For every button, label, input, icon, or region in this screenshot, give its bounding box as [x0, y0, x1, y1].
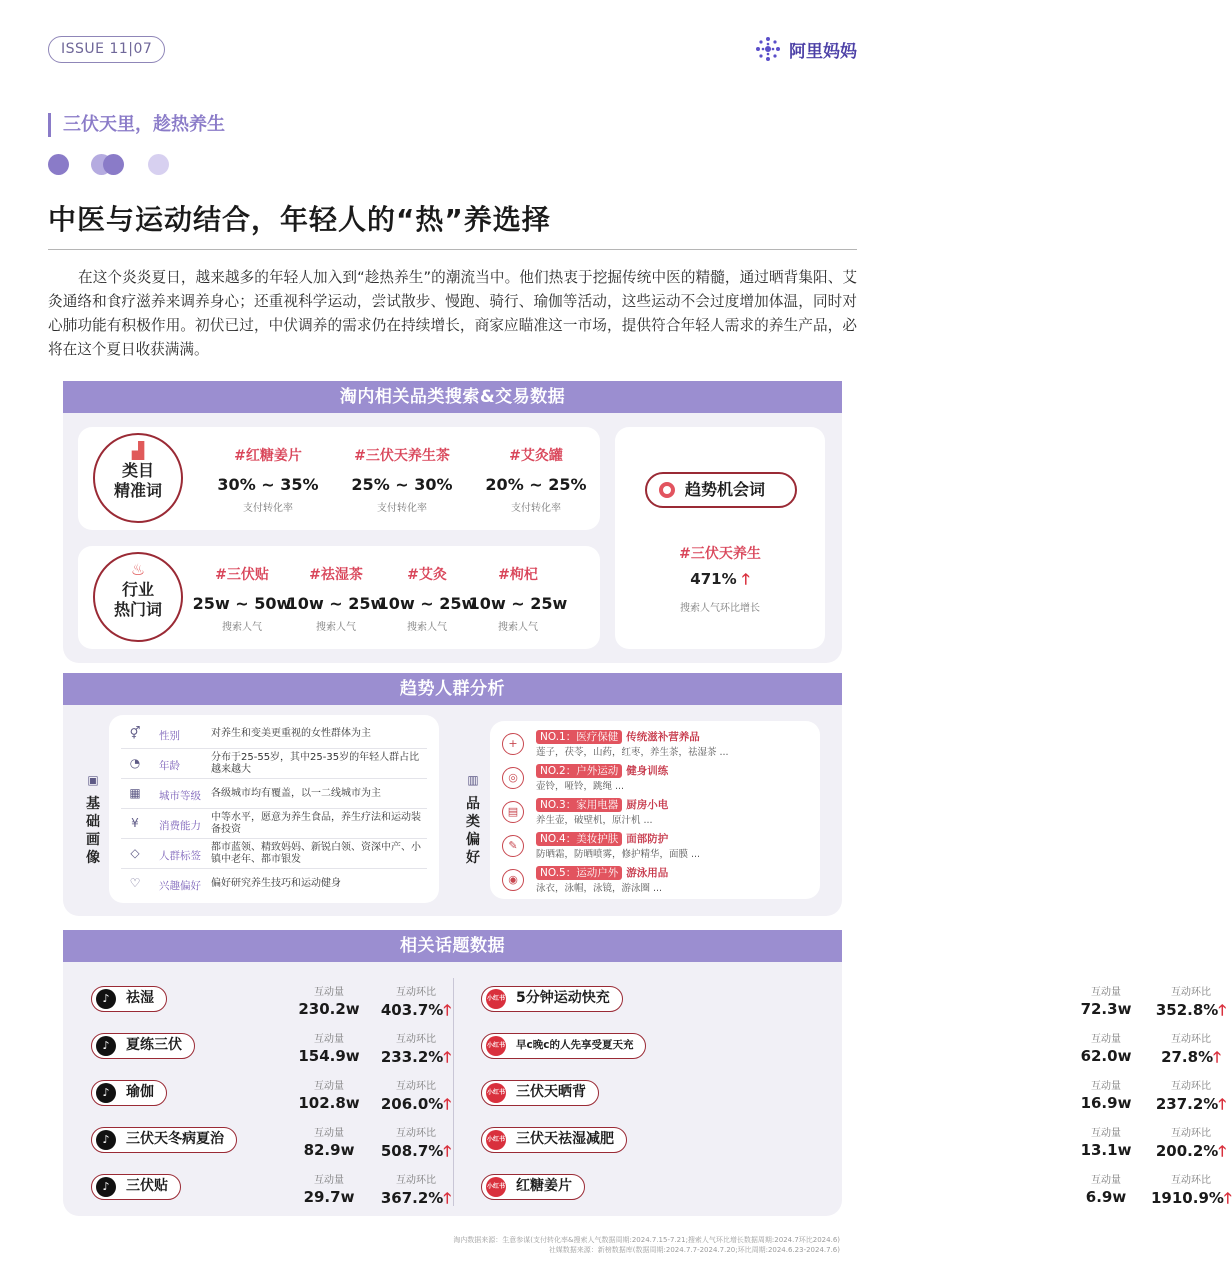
- metric-value: 62.0w: [1080, 1047, 1132, 1065]
- metric-value: 1910.9%: [1151, 1189, 1224, 1207]
- basic-profile-panel: [109, 715, 439, 903]
- profile-desc: 各级城市均有覆盖，以一二线城市为主: [211, 788, 381, 799]
- keyword-value: 10w ~ 25w: [286, 594, 386, 613]
- dot-3: [148, 154, 169, 175]
- topic-row: [481, 1071, 1227, 1119]
- preference-items: 壶铃，哑铃，跳绳 ...: [536, 781, 625, 792]
- metric-value-row: [1151, 1141, 1231, 1166]
- topic-name: 红糖姜片: [516, 1178, 572, 1194]
- pill-label: 趋势机会词: [685, 480, 766, 499]
- metric-value: 403.7%: [380, 1001, 444, 1019]
- keyword-caption: 支付转化率: [243, 503, 293, 514]
- topic-name: 祛湿: [126, 990, 154, 1006]
- trend-value-row: [615, 569, 825, 594]
- keyword-value: 25w ~ 50w: [192, 594, 292, 613]
- topic-name: 三伏天祛湿减肥: [516, 1131, 614, 1147]
- decorative-dots: [48, 153, 188, 177]
- metric-label: 互动环比: [396, 987, 436, 998]
- xiaohongshu-icon: 小红书: [486, 1177, 506, 1197]
- data-source-footnote: [453, 1235, 840, 1255]
- preference-items: 防晒霜，防晒喷雾，修护精华，面膜 ...: [536, 849, 701, 860]
- topic-name: 5分钟运动快充: [516, 990, 610, 1006]
- metric-value-row: [376, 1047, 456, 1072]
- keyword-tag: #枸杞: [498, 567, 538, 583]
- topic-pill[interactable]: [481, 1033, 646, 1059]
- profile-row: [121, 779, 427, 809]
- preference-title: [536, 797, 668, 812]
- keyword-caption: 搜索人气: [498, 622, 538, 633]
- building-icon: ▦: [129, 786, 141, 800]
- metric-value: 13.1w: [1080, 1141, 1132, 1159]
- heart-icon: ♡: [129, 876, 141, 890]
- brand-name: 阿里妈妈: [789, 41, 857, 62]
- topic-row: [91, 1024, 451, 1072]
- preference-title: [536, 729, 700, 744]
- up-arrow-icon: 🡑: [1218, 1001, 1227, 1019]
- ball-icon: ◎: [502, 767, 524, 789]
- metric-value: 16.9w: [1080, 1094, 1132, 1112]
- metric-label: 互动量: [314, 1081, 344, 1092]
- topic-name: 三伏天冬病夏治: [126, 1131, 224, 1147]
- metric-label: 互动环比: [1171, 1175, 1211, 1186]
- page-title: 中医与运动结合，年轻人的“热”养选择: [48, 203, 551, 236]
- topic-row: [91, 977, 451, 1025]
- metric-label: 互动环比: [396, 1175, 436, 1186]
- preference-items: 养生壶，破壁机，原汁机 ...: [536, 815, 653, 826]
- dot-2b: [103, 154, 124, 175]
- keyword-item: [208, 445, 328, 514]
- card-title: 淘内相关品类搜索&交易数据: [63, 381, 842, 413]
- keyword-tag: #艾灸: [407, 567, 447, 583]
- interaction-metric: [294, 1124, 364, 1159]
- topic-row: [91, 1071, 451, 1119]
- metric-value-row: [1151, 1094, 1231, 1119]
- metric-label: 互动量: [1091, 1081, 1121, 1092]
- metric-label: 互动量: [314, 1034, 344, 1045]
- id-card-icon: ▣: [87, 773, 99, 787]
- up-arrow-icon: 🡑: [443, 1048, 452, 1066]
- topic-name: 瑜伽: [126, 1084, 154, 1100]
- growth-metric: [376, 1171, 456, 1213]
- metric-label: 互动量: [1091, 1034, 1121, 1045]
- footnote-line: 社媒数据来源：新榜数据库(数据周期:2024.7.7-2024.7.20;环比周期:2024.6.23-2024.7.6): [548, 1246, 840, 1254]
- badge-line2: 热门词: [113, 600, 162, 619]
- metric-value: 102.8w: [298, 1094, 360, 1112]
- keyword-tag: #三伏天养生茶: [354, 448, 450, 464]
- metric-label: 互动量: [1091, 987, 1121, 998]
- rank-badge: NO.5：运动户外: [536, 866, 622, 880]
- profile-row: [121, 869, 427, 899]
- profile-name: 性别: [159, 730, 180, 742]
- metric-label: 互动环比: [1171, 1081, 1211, 1092]
- metric-label: 互动量: [1091, 1128, 1121, 1139]
- metric-value: 200.2%: [1155, 1142, 1219, 1160]
- profile-row: [121, 719, 427, 749]
- up-arrow-icon: 🡑: [443, 1095, 452, 1113]
- industry-badge: [93, 552, 183, 642]
- topic-pill[interactable]: [481, 986, 623, 1012]
- up-arrow-icon: 🡑: [443, 1189, 452, 1207]
- metric-value-row: [376, 1141, 456, 1166]
- metric-value: 154.9w: [298, 1047, 360, 1065]
- interaction-metric: [1071, 1030, 1141, 1065]
- age-icon: ◔: [129, 756, 141, 770]
- bar-chart-icon: ▟: [131, 441, 145, 460]
- title-divider: [48, 249, 857, 250]
- trend-value: 471%: [690, 570, 737, 588]
- xiaohongshu-icon: 小红书: [486, 989, 506, 1009]
- profile-name: 消费能力: [159, 820, 201, 832]
- category-panel: [78, 427, 600, 530]
- profile-desc: 中等水平，愿意为养生食品，养生疗法和运动装备投资: [211, 812, 421, 835]
- preference-title: [536, 865, 668, 880]
- section-subhead: 三伏天里，趁热养生: [48, 113, 225, 137]
- growth-metric: [1151, 983, 1231, 1025]
- metric-label: 互动环比: [1171, 1128, 1211, 1139]
- medical-kit-icon: +: [502, 733, 524, 755]
- keyword-value: 20% ~ 25%: [485, 475, 587, 494]
- metric-value: 82.9w: [303, 1141, 355, 1159]
- metric-value: 29.7w: [303, 1188, 355, 1206]
- swim-ring-icon: ◉: [502, 869, 524, 891]
- keyword-tag: #红糖姜片: [234, 448, 302, 464]
- badge-line1: 类目: [121, 461, 154, 480]
- preference-item: [502, 797, 808, 831]
- topic-pill[interactable]: [481, 1080, 599, 1106]
- growth-metric: [1151, 1077, 1231, 1119]
- preference-items: 泳衣，泳帽，泳镜，游泳圈 ...: [536, 883, 663, 894]
- appliance-icon: ▤: [502, 801, 524, 823]
- rank-badge: NO.4：美妆护肤: [536, 832, 622, 846]
- alimama-logo-icon: [753, 34, 783, 64]
- preference-title: [536, 763, 668, 778]
- trend-tag: #三伏天养生: [679, 546, 761, 562]
- up-arrow-icon: 🡑: [741, 570, 750, 588]
- metric-label: 互动量: [314, 987, 344, 998]
- preference-category: 游泳用品: [626, 867, 669, 879]
- preference-category: 传统滋补营养品: [626, 731, 700, 743]
- metric-value-row: [1151, 1047, 1231, 1072]
- metric-label: 互动量: [314, 1128, 344, 1139]
- growth-metric: [376, 1124, 456, 1166]
- metric-value: 508.7%: [380, 1142, 444, 1160]
- interaction-metric: [1071, 1124, 1141, 1159]
- profile-name: 城市等级: [159, 790, 201, 802]
- growth-metric: [1151, 1124, 1231, 1166]
- keyword-item: [468, 564, 568, 633]
- brand-logo: [753, 34, 857, 64]
- preference-category: 厨房小电: [626, 799, 669, 811]
- keyword-item: [192, 564, 292, 633]
- rank-badge: NO.3：家用电器: [536, 798, 622, 812]
- douyin-icon: ♪: [96, 989, 116, 1009]
- up-arrow-icon: 🡑: [1213, 1048, 1221, 1066]
- up-arrow-icon: 🡑: [443, 1142, 452, 1160]
- topic-row: [91, 1165, 451, 1213]
- yuan-icon: ¥: [131, 816, 139, 830]
- badge-line2: 精准词: [113, 481, 162, 500]
- badge-line1: 行业: [121, 580, 154, 599]
- topic-pill[interactable]: [481, 1127, 627, 1153]
- keyword-value: 10w ~ 25w: [377, 594, 477, 613]
- crowd-analysis-card: [63, 673, 842, 916]
- up-arrow-icon: 🡑: [1223, 1189, 1232, 1207]
- profile-name: 兴趣偏好: [159, 880, 201, 892]
- topic-row: [481, 1165, 1232, 1213]
- preference-items: 莲子，茯苓，山药，红枣，养生茶，祛湿茶 ...: [536, 747, 729, 758]
- search-data-card: [63, 381, 842, 663]
- bar-chart-icon: ▥: [467, 773, 479, 787]
- topic-row: [481, 1118, 1227, 1166]
- profile-row: [121, 839, 427, 869]
- industry-panel: [78, 546, 600, 649]
- profile-name: 年龄: [159, 760, 180, 772]
- keyword-item: [377, 564, 477, 633]
- topic-pill[interactable]: [91, 986, 167, 1012]
- douyin-icon: ♪: [96, 1177, 116, 1197]
- keyword-tag: #三伏贴: [215, 567, 269, 583]
- preference-item: [502, 831, 808, 865]
- keyword-tag: #祛湿茶: [309, 567, 363, 583]
- keyword-item: [476, 445, 596, 514]
- growth-metric: [376, 1030, 456, 1072]
- keyword-value: 30% ~ 35%: [217, 475, 319, 494]
- metric-value: 233.2%: [380, 1048, 444, 1066]
- trend-stat: [615, 543, 825, 614]
- topic-row: [91, 1118, 451, 1166]
- keyword-caption: 搜索人气: [316, 622, 356, 633]
- topic-pill[interactable]: [91, 1080, 167, 1106]
- metric-value: 352.8%: [1155, 1001, 1219, 1019]
- topic-pill[interactable]: [91, 1174, 181, 1200]
- preference-title: [536, 831, 668, 846]
- target-icon: [659, 482, 675, 498]
- preference-item: [502, 865, 808, 899]
- interaction-metric: [294, 1030, 364, 1065]
- growth-metric: [376, 1077, 456, 1119]
- keyword-caption: 搜索人气: [222, 622, 262, 633]
- metric-label: 互动量: [1091, 1175, 1121, 1186]
- metric-value-row: [376, 1188, 456, 1213]
- metric-label: 互动环比: [1171, 1034, 1211, 1045]
- issue-badge: ISSUE 11|07: [48, 36, 165, 63]
- metric-label: 互动环比: [1171, 987, 1211, 998]
- topic-data-card: [63, 930, 1232, 1216]
- card-title: 趋势人群分析: [63, 673, 842, 705]
- footnote-line: 淘内数据来源：生意参谋(支付转化率&搜索人气数据周期:2024.7.15-7.21;搜索人气环比增长数据周期:2024.7环比2024.6): [453, 1236, 840, 1244]
- metric-value-row: [376, 1000, 456, 1025]
- flame-icon: ♨: [130, 560, 146, 579]
- topic-pill[interactable]: [481, 1174, 585, 1200]
- metric-label: 互动环比: [396, 1081, 436, 1092]
- category-preference-panel: [490, 721, 820, 899]
- label-text: 品类偏好: [466, 796, 480, 866]
- dot-1: [48, 154, 69, 175]
- metric-value-row: [1151, 1000, 1231, 1025]
- topic-name: 三伏贴: [126, 1178, 168, 1194]
- category-badge: [93, 433, 183, 523]
- cosmetics-icon: ✎: [502, 835, 524, 857]
- xiaohongshu-icon: 小红书: [486, 1130, 506, 1150]
- trend-panel: [615, 427, 825, 649]
- xiaohongshu-icon: 小红书: [486, 1083, 506, 1103]
- metric-value: 237.2%: [1155, 1095, 1219, 1113]
- keyword-item: [342, 445, 462, 514]
- metric-value: 27.8%: [1161, 1048, 1214, 1066]
- interaction-metric: [294, 983, 364, 1018]
- douyin-icon: ♪: [96, 1083, 116, 1103]
- profile-name: 人群标签: [159, 850, 201, 862]
- topic-name: 早c晚c的人先享受夏天充: [516, 1039, 634, 1051]
- preference-category: 健身训练: [626, 765, 669, 777]
- topic-row: [481, 1024, 1221, 1072]
- interaction-metric: [294, 1077, 364, 1112]
- metric-label: 互动环比: [396, 1128, 436, 1139]
- rank-badge: NO.1：医疗保健: [536, 730, 622, 744]
- category-preference-label: [465, 771, 481, 867]
- growth-metric: [1151, 1030, 1231, 1072]
- interaction-metric: [294, 1171, 364, 1206]
- intro-paragraph: 在这个炎炎夏日，越来越多的年轻人加入到“趁热养生”的潮流当中。他们热衷于挖掘传统中医的精髓，通过晒背集阳、艾灸通络和食疗滋养来调养身心；还重视科学运动，尝试散步、慢跑、骑行、瑜伽等活动，这些运动不会过度增加体温，同时对心肺功能有积极作用。初伏已过，中伏调养的需求仍在持续增长，商家应瞄准这一市场，提供符合年轻人需求的养生产品，必将在这个夏日收获满满。: [48, 269, 857, 358]
- douyin-icon: ♪: [96, 1036, 116, 1056]
- rank-badge: NO.2：户外运动: [536, 764, 622, 778]
- keyword-value: 25% ~ 30%: [351, 475, 453, 494]
- card-title: 相关话题数据: [63, 930, 842, 962]
- tag-icon: ◇: [130, 846, 140, 860]
- topic-pill[interactable]: [91, 1033, 195, 1059]
- up-arrow-icon: 🡑: [1218, 1142, 1227, 1160]
- metric-value-row: [376, 1094, 456, 1119]
- keyword-value: 10w ~ 25w: [468, 594, 568, 613]
- label-text: 基础画像: [86, 796, 100, 866]
- topic-row: [481, 977, 1227, 1025]
- up-arrow-icon: 🡑: [1218, 1095, 1227, 1113]
- metric-value: 72.3w: [1080, 1000, 1132, 1018]
- metric-value: 230.2w: [298, 1000, 360, 1018]
- topic-name: 三伏天晒背: [516, 1084, 586, 1100]
- metric-label: 互动量: [314, 1175, 344, 1186]
- interaction-metric: [1071, 983, 1141, 1018]
- keyword-caption: 支付转化率: [377, 503, 427, 514]
- basic-profile-label: [85, 771, 101, 867]
- profile-desc: 都市蓝领、精致妈妈、新锐白领、资深中产、小镇中老年、都市银发: [211, 842, 421, 865]
- topic-name: 夏练三伏: [126, 1037, 182, 1053]
- metric-value: 206.0%: [380, 1095, 444, 1113]
- growth-metric: [1151, 1171, 1231, 1213]
- metric-label: 互动环比: [396, 1034, 436, 1045]
- profile-desc: 对养生和变美更重视的女性群体为主: [211, 728, 371, 739]
- douyin-icon: ♪: [96, 1130, 116, 1150]
- growth-metric: [376, 983, 456, 1025]
- profile-row: [121, 749, 427, 779]
- metric-value-row: [1151, 1188, 1231, 1213]
- gender-icon: ⚥: [129, 726, 141, 740]
- metric-value: 6.9w: [1085, 1188, 1127, 1206]
- profile-desc: 分布于25-55岁，其中25-35岁的年轻人群占比越来越大: [211, 752, 420, 775]
- keyword-item: [286, 564, 386, 633]
- topic-pill[interactable]: [91, 1127, 237, 1153]
- profile-desc: 偏好研究养生技巧和运动健身: [211, 878, 341, 889]
- metric-value: 367.2%: [380, 1189, 444, 1207]
- keyword-caption: 支付转化率: [511, 503, 561, 514]
- trend-opportunity-pill: [645, 472, 797, 508]
- keyword-caption: 搜索人气: [407, 622, 447, 633]
- xiaohongshu-icon: 小红书: [486, 1036, 506, 1056]
- trend-caption: 搜索人气环比增长: [680, 603, 760, 614]
- preference-item: [502, 763, 808, 797]
- interaction-metric: [1071, 1077, 1141, 1112]
- preference-item: [502, 729, 808, 763]
- keyword-tag: #艾灸罐: [509, 448, 563, 464]
- profile-row: [121, 809, 427, 839]
- interaction-metric: [1071, 1171, 1141, 1206]
- preference-category: 面部防护: [626, 833, 669, 845]
- up-arrow-icon: 🡑: [443, 1001, 452, 1019]
